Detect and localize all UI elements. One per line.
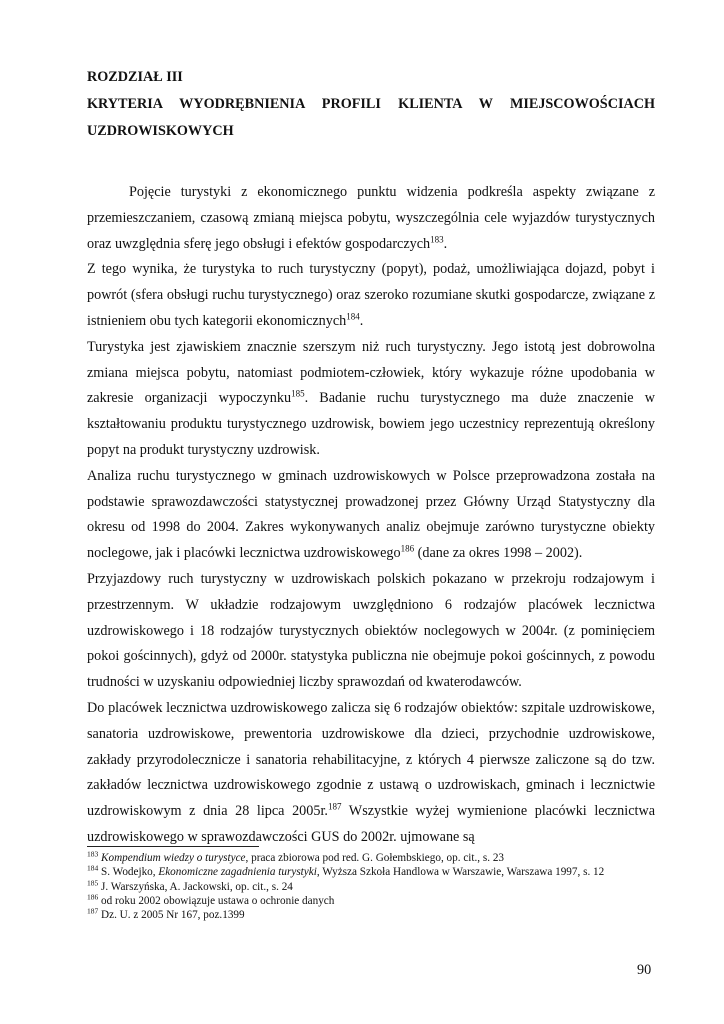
chapter-title-line-2: UZDROWISKOWYCH xyxy=(87,123,234,139)
footnote-text: J. Warszyńska, A. Jackowski, op. cit., s. 24 xyxy=(101,880,293,893)
page-content xyxy=(87,64,655,851)
paragraph xyxy=(87,257,655,334)
footnote-ref: 183 xyxy=(430,233,444,244)
footnote xyxy=(87,851,667,865)
footnote-number: 184 xyxy=(87,863,99,873)
footnote-text: Dz. U. z 2005 Nr 167, poz.1399 xyxy=(101,909,245,922)
paragraph xyxy=(87,464,655,567)
footnote-number: 185 xyxy=(87,877,99,887)
footnote-text: , Wyższa Szkoła Handlowa w Warszawie, Warszawa 1997, s. 12 xyxy=(316,866,605,879)
footnote-title: Kompendium wiedzy o turystyce xyxy=(101,852,246,864)
footnote-number: 183 xyxy=(87,849,99,859)
chapter-title-line-1: KRYTERIA WYODRĘBNIENIA PROFILI KLIENTA W MIEJSCOWOŚCIACH xyxy=(87,96,655,112)
paragraph-text: Z tego wynika, że turystyka to ruch turystyczny (popyt), podaż, umożliwiająca dojazd, pobyt i powrót (sfera obsługi ruchu turystycznego) oraz szeroko rozumiane skutki gospodarcze, związane z istnieniem obu tych kategorii ekonomicznych xyxy=(87,261,655,329)
paragraph-text: . xyxy=(359,312,364,329)
footnote-ref: 186 xyxy=(400,543,415,554)
chapter-label: ROZDZIAŁ III xyxy=(87,69,183,85)
paragraph-text: Do placówek lecznictwa uzdrowiskowego zalicza się 6 rodzajów obiektów: szpitale uzdrowiskowe, sanatoria uzdrowiskowe, prewentoria uzdrowiskowe dla dzieci, przychodnie uzdrowiskowe, zakłady przyrodolecznicze i sanatoria rehabilitacyjne, z których 4 pierwsze zaliczone są do tzw. zakładów lecznictwa uzdrowiskowego zgodnie z ustawą o uzdrowiskach, gminach i lecznictwie uzdrowiskowym z dnia 28 lipca 2005r. xyxy=(87,699,655,820)
paragraph xyxy=(87,180,655,257)
footnote xyxy=(87,865,667,879)
footnote-ref: 187 xyxy=(327,801,342,812)
paragraph-text: . Badanie ruchu turystycznego ma duże znaczenie w kształtowaniu produktu turystycznego uzdrowisk, bowiem jego uczestnicy reprezentują określony popyt na produkt turystyczny uzdrowisk. xyxy=(87,390,655,458)
footnote-ref: 184 xyxy=(346,311,360,322)
footnote-divider xyxy=(87,846,259,847)
page-number: 90 xyxy=(637,962,652,978)
footnote xyxy=(87,877,667,894)
footnote-text: , praca zbiorowa pod red. G. Gołembskiego, op. cit., s. 23 xyxy=(245,852,505,864)
paragraph-text: Analiza ruchu turystycznego w gminach uzdrowiskowych w Polsce przeprowadzona została na podstawie sprawozdawczości statystycznej prowadzonej przez Główny Urząd Statystyczny dla okresu od 1998 do 2004. Zakres wykonywanych analiz obejmuje zarówno turystyczne obiekty noclegowe, jak i placówki lecznictwa uzdrowiskowego xyxy=(87,467,655,562)
body-text xyxy=(87,180,655,851)
footnotes xyxy=(87,851,667,922)
footnote-title: Ekonomiczne zagadnienia turystyki xyxy=(158,866,317,879)
paragraph-text: (dane za okres 1998 – 2002). xyxy=(414,545,583,562)
footnote-number: 186 xyxy=(87,892,99,902)
footnote-number: 187 xyxy=(87,906,99,916)
footnote-author: S. Wodejko, xyxy=(101,866,159,879)
footnote-ref: 185 xyxy=(291,388,305,399)
footnote xyxy=(87,894,667,908)
paragraph-text: Wszystkie wyżej wymienione placówki lecznictwa uzdrowiskowego w sprawozdawczości GUS do 2002r. ujmowane są xyxy=(87,803,655,845)
footnote xyxy=(87,908,667,922)
paragraph xyxy=(87,696,655,851)
paragraph-text: . xyxy=(443,235,448,252)
paragraph-text: Pojęcie turystyki z ekonomicznego punktu widzenia podkreśla aspekty związane z przemieszczaniem, czasową zmianą miejsca pobytu, wyszczególnia cele wyjazdów turystycznych oraz uwzględnia sferę jego obsługi i efektów gospodarczych xyxy=(87,184,655,252)
footnote-text: od roku 2002 obowiązuje ustawa o ochronie danych xyxy=(101,894,335,907)
paragraph xyxy=(87,567,655,696)
paragraph xyxy=(87,335,655,464)
paragraph-text: Turystyka jest zjawiskiem znacznie szerszym niż ruch turystyczny. Jego istotą jest dobrowolna zmiana miejsca pobytu, natomiast podmiotem-człowiek, który wykazuje różne upodobania w zakresie organizacji wypoczynku xyxy=(87,338,655,407)
paragraph-text: Przyjazdowy ruch turystyczny w uzdrowiskach polskich pokazano w przekroju rodzajowym i przestrzennym. W układzie rodzajowym uwzględniono 6 rodzajów placówek lecznictwa uzdrowiskowego i 18 rodzajów turystycznych obiektów noclegowych w 2004r. (z pominięciem pokoi gościnnych), gdyż od 2000r. statystyka publiczna nie obejmuje pokoi gościnnych, z powodu trudności w uzyskaniu odpowiedniej liczby sprawozdań od kwaterodawców. xyxy=(87,570,655,691)
